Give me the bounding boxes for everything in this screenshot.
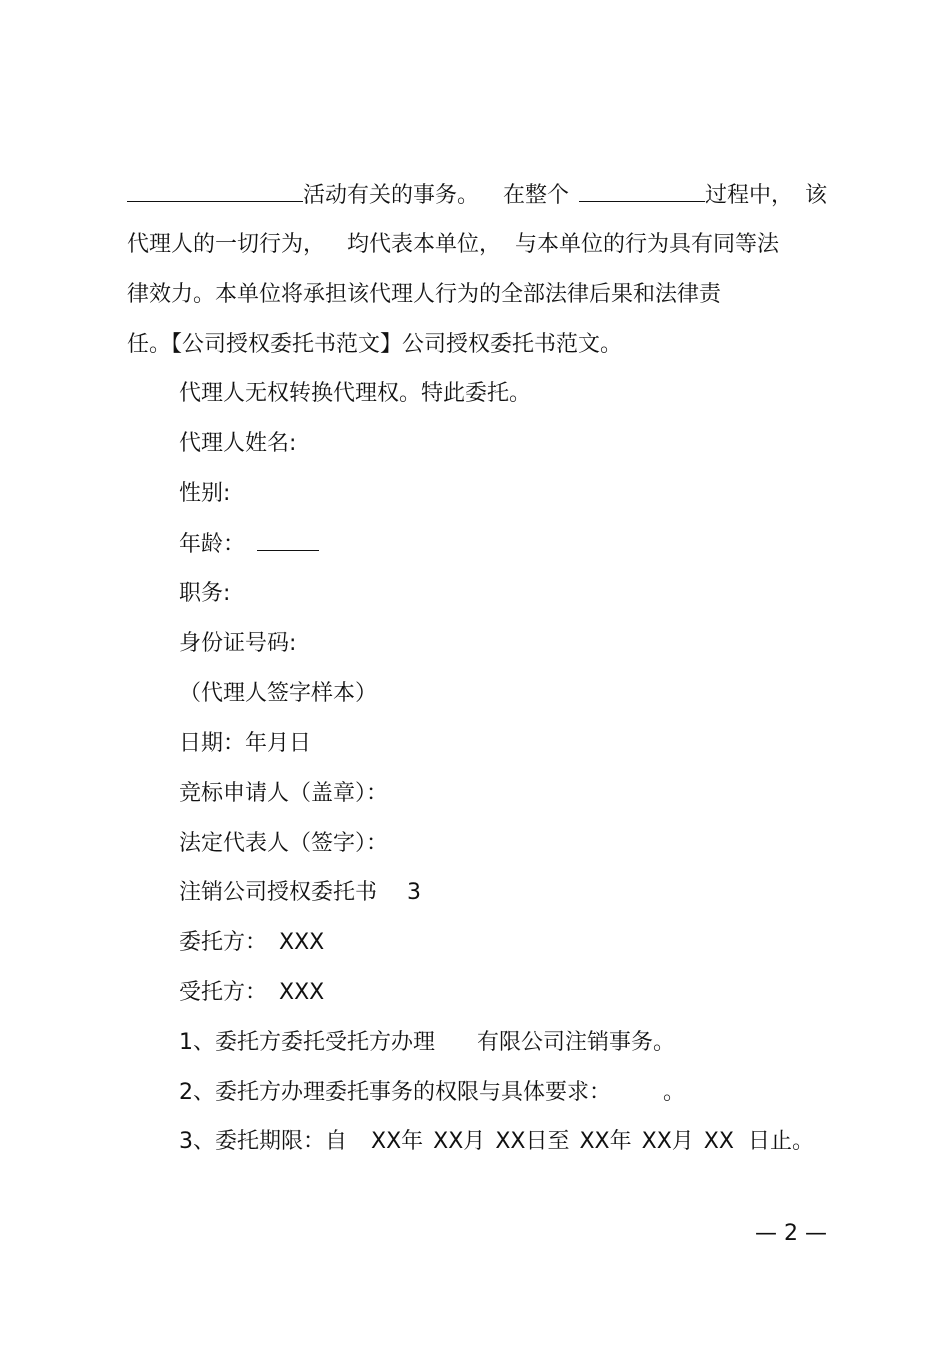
text: 该 xyxy=(805,183,828,208)
agent-field xyxy=(179,979,324,1007)
paragraph-line-5: 代理人无权转换代理权。特此委托。 xyxy=(179,381,532,406)
position-field: 职务: xyxy=(179,581,231,606)
section-number: 3 xyxy=(407,880,422,905)
gender-field: 性别: xyxy=(179,481,231,506)
text: XX年 xyxy=(371,1129,424,1154)
text: 有限公司注销事务。 xyxy=(477,1030,676,1055)
principal-field xyxy=(179,929,324,957)
text: 活动有关的事务。 xyxy=(303,183,480,208)
age-label: 年龄： xyxy=(179,532,246,557)
text: 日止。 xyxy=(747,1129,814,1154)
text: XX月 xyxy=(433,1129,486,1154)
bidder-seal-field: 竞标申请人（盖章）： xyxy=(179,781,389,806)
text: XX年 xyxy=(579,1129,632,1154)
signature-sample: （代理人签字样本） xyxy=(179,681,378,706)
item-3 xyxy=(179,1128,814,1156)
principal-label: 委托方： xyxy=(179,930,268,955)
text: 均代表本单位， xyxy=(347,232,502,257)
text: 3、委托期限：自 xyxy=(179,1129,347,1154)
agent-name-field: 代理人姓名: xyxy=(179,431,297,456)
agent-value: XXX xyxy=(279,980,325,1005)
text: XX xyxy=(703,1129,734,1154)
blank-underline xyxy=(127,181,303,202)
item-2 xyxy=(179,1079,685,1107)
text: 代理人的一切行为， xyxy=(127,232,326,257)
date-field: 日期：年月日 xyxy=(179,731,312,756)
paragraph-line-2 xyxy=(127,231,779,259)
agent-label: 受托方： xyxy=(179,980,268,1005)
text: XX日至 xyxy=(495,1129,570,1154)
text: 2、委托方办理委托事务的权限与具体要求： xyxy=(179,1080,611,1105)
section-title-text: 注销公司授权委托书 xyxy=(179,880,378,905)
text: 在整个 xyxy=(503,183,570,208)
item-1 xyxy=(179,1029,675,1057)
paragraph-line-4: 任。【公司授权委托书范文】公司授权委托书范文。 xyxy=(127,332,623,357)
principal-value: XXX xyxy=(279,930,325,955)
text: 1、委托方委托受托方办理 xyxy=(179,1030,435,1055)
text: 过程中， xyxy=(705,183,794,208)
legal-rep-field: 法定代表人（签字）： xyxy=(179,831,389,856)
blank-underline xyxy=(579,181,705,202)
text: XX月 xyxy=(641,1129,694,1154)
age-blank xyxy=(257,530,319,551)
page-number: — 2 — xyxy=(755,1221,827,1246)
paragraph-line-3: 律效力。本单位将承担该代理人行为的全部法律后果和法律责 xyxy=(127,282,722,307)
id-number-field: 身份证号码: xyxy=(179,631,297,656)
text: 与本单位的行为具有同等法 xyxy=(515,232,780,257)
text: 。 xyxy=(663,1080,686,1105)
section-title xyxy=(179,879,421,907)
paragraph-line-1 xyxy=(127,181,827,209)
age-field xyxy=(179,530,319,558)
